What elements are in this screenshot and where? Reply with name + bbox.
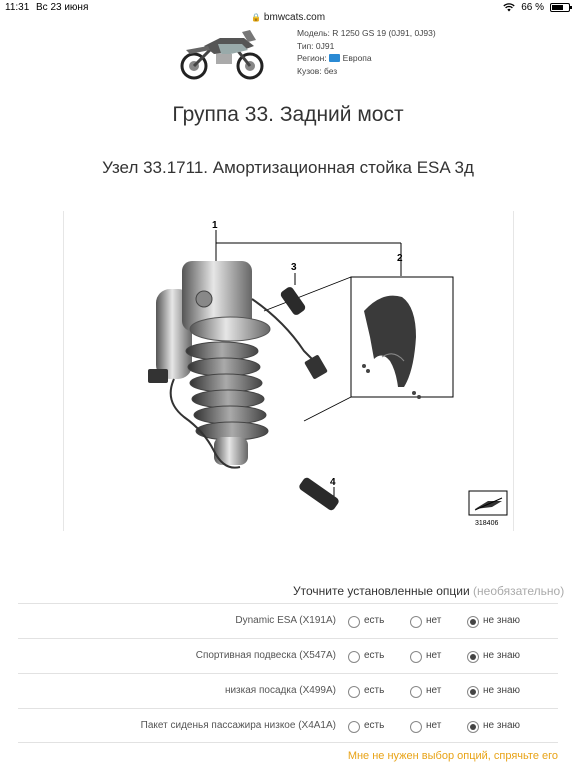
radio-yes[interactable] [348,686,360,698]
address-url: bmwcats.com [263,12,326,23]
region-value: Европа [342,53,372,64]
option-row-dynamic-esa [18,603,558,638]
radio-yes[interactable] [348,721,360,733]
motorcycle-image [178,26,270,80]
option-name: Спортивная подвеска (X547A) [195,650,336,661]
radio-yes[interactable] [348,651,360,663]
radio-yes-label[interactable]: есть [364,650,385,661]
radio-unknown[interactable] [467,686,479,698]
vehicle-body: Кузов: без [297,65,338,76]
status-date: Вс 23 июня [36,2,89,13]
options-divider [18,742,558,743]
region-flag-icon [329,54,340,62]
battery-percent: 66 % [521,2,544,13]
region-label: Регион: [297,53,327,64]
radio-no-label[interactable]: нет [426,650,442,661]
node-title: Узел 33.1711. Амортизационная стойка ESA 3д [102,158,474,177]
radio-no[interactable] [410,686,422,698]
wifi-icon [503,3,515,12]
diagram-image-number: 318406 [475,520,499,527]
radio-no-label[interactable]: нет [426,720,442,731]
option-row-low-seat [18,673,558,708]
hide-options-link[interactable]: Мне не нужен выбор опций, спрячьте его [347,750,558,762]
radio-yes-label[interactable]: есть [364,720,385,731]
radio-unknown[interactable] [467,616,479,628]
radio-unknown-label[interactable]: не знаю [483,650,521,661]
lock-icon: 🔒 [250,13,261,22]
options-title [293,584,564,598]
radio-unknown[interactable] [467,721,479,733]
parts-diagram-svg[interactable] [64,211,515,531]
options-title-text: Уточните установленные опции [293,584,470,598]
callout-3[interactable]: 3 [291,262,297,273]
radio-unknown-label[interactable]: не знаю [483,720,521,731]
battery-icon [550,3,570,12]
address-bar[interactable] [0,12,576,23]
radio-yes-label[interactable]: есть [364,685,385,696]
option-row-passenger-seat-low [18,708,558,743]
option-row-sport-suspension [18,638,558,673]
vehicle-info [297,27,436,77]
vehicle-region [297,52,436,65]
group-title: Группа 33. Задний мост [172,103,404,126]
radio-no-label[interactable]: нет [426,685,442,696]
option-name: Пакет сиденья пассажира низкое (X4A1A) [140,720,336,731]
radio-unknown-label[interactable]: не знаю [483,615,521,626]
radio-no-label[interactable]: нет [426,615,442,626]
callout-2[interactable]: 2 [397,253,403,264]
callout-1[interactable]: 1 [212,220,218,231]
parts-diagram[interactable] [63,211,514,531]
option-name: низкая посадка (X499A) [224,685,336,696]
radio-yes[interactable] [348,616,360,628]
radio-no[interactable] [410,651,422,663]
option-name: Dynamic ESA (X191A) [235,615,336,626]
radio-no[interactable] [410,616,422,628]
options-optional-note: (необязательно) [473,584,565,598]
status-time: 11:31 [5,2,30,13]
radio-yes-label[interactable]: есть [364,615,385,626]
vehicle-type: Тип: 0J91 [297,40,335,51]
radio-no[interactable] [410,721,422,733]
vehicle-model: Модель: R 1250 GS 19 (0J91, 0J93) [297,28,436,38]
radio-unknown-label[interactable]: не знаю [483,685,521,696]
callout-4[interactable]: 4 [330,477,336,488]
radio-unknown[interactable] [467,651,479,663]
